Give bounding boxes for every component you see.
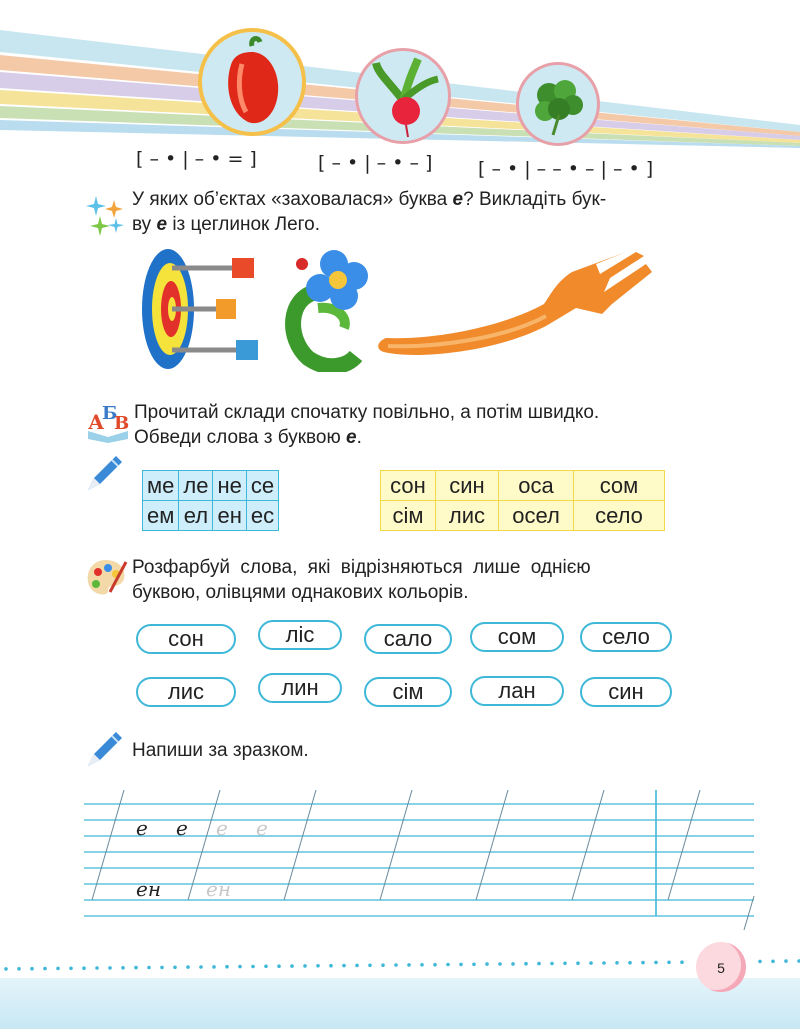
svg-text:В: В [114,413,130,434]
footer-dot [667,961,671,965]
flower-image [278,248,374,372]
footer-dot [550,962,554,966]
footer-dot [394,963,398,967]
footer-dot [43,967,47,971]
syllable-cell[interactable]: ем [143,501,179,531]
footer-dot [251,965,255,969]
footer-dot [82,966,86,970]
footer-dot [238,965,242,969]
footer-dot [537,962,541,966]
footer-dot [342,964,346,968]
word-pill[interactable]: син [580,677,672,707]
footer-dot [69,967,73,971]
footer-dot [108,966,112,970]
pepper-picture [198,28,306,136]
footer-dot [446,963,450,967]
page-number: 5 [696,942,746,992]
word-pill[interactable]: сом [470,622,564,652]
parsley-picture [516,62,600,146]
syllables-blue-table [142,470,279,531]
fork-image [376,252,666,370]
footer-dot [225,965,229,969]
footer-band [0,978,800,1029]
script-sample: ен [136,877,162,901]
svg-text:Б: Б [102,403,118,424]
pepper-icon [202,32,302,132]
task3-text: Розфарбуй слова, які відрізняються лише однією буквою, олівцями однакових кольорів. [132,557,591,603]
syllable-cell[interactable]: ле [179,471,213,501]
footer-dot [303,964,307,968]
footer-dot [680,960,684,964]
footer-dot [95,966,99,970]
word-pill[interactable]: лин [258,673,342,703]
footer-dot [290,964,294,968]
footer-dot [615,961,619,965]
sound-schema-radish: [ – • | – • – ] [318,152,433,174]
footer-dot [641,961,645,965]
footer-dot [589,961,593,965]
pen-icon [84,454,124,494]
script-trace: е [216,816,228,840]
footer-dot [485,962,489,966]
word-pill[interactable]: лис [136,677,236,707]
footer-dot [212,965,216,969]
writing-lines[interactable] [84,790,764,930]
word-pill[interactable]: сон [136,624,236,654]
script-sample: е [136,816,148,840]
word-cell[interactable]: село [574,501,665,531]
footer-dot [576,961,580,965]
footer-dot [602,961,606,965]
word-pill[interactable]: село [580,622,672,652]
footer-dot [264,965,268,969]
footer-dot [17,967,21,971]
task2-text: Прочитай склади спочатку повільно, а потім швидко. Обведи слова з буквою е. [134,402,600,448]
footer-dot [134,966,138,970]
sound-schema-parsley: [ – • | – – • – | – • ] [478,158,654,180]
footer-dot [121,966,125,970]
footer-dot [628,961,632,965]
footer-dot [355,964,359,968]
script-sample: е [176,816,188,840]
word-cell[interactable]: оса [499,471,574,501]
footer-dot [56,967,60,971]
word-pill[interactable]: ліс [258,620,342,650]
word-cell[interactable]: лис [436,501,499,531]
radish-picture [355,48,451,144]
footer-dot [4,967,8,971]
footer-dot [498,962,502,966]
word-cell[interactable]: сон [381,471,436,501]
sound-schema-pepper: [ – • | – • = ] [136,148,257,170]
footer-dot [381,963,385,967]
syllable-cell[interactable]: ен [213,501,246,531]
footer-dot [316,964,320,968]
task1-letter: е [452,189,464,210]
words-yellow-table [380,470,665,531]
footer-dot [459,963,463,967]
word-cell[interactable]: сом [574,471,665,501]
word-pill[interactable]: сім [364,677,452,707]
word-cell[interactable]: осел [499,501,574,531]
footer-dot [472,963,476,967]
footer-dot [368,964,372,968]
syllable-cell[interactable]: не [213,471,246,501]
target-image [136,246,282,372]
footer-dot [160,966,164,970]
syllable-cell[interactable]: ел [179,501,213,531]
abc-book-icon [86,399,130,443]
footer-dot [784,959,788,963]
footer-dot [524,962,528,966]
footer-dot [30,967,34,971]
footer-dot [654,961,658,965]
radish-icon [358,51,448,141]
word-cell[interactable]: сім [381,501,436,531]
syllable-cell[interactable]: се [246,471,278,501]
footer-dot [173,966,177,970]
script-trace: ен [206,877,232,901]
footer-dot [277,964,281,968]
syllable-cell[interactable]: ес [246,501,278,531]
script-trace: е [256,816,268,840]
footer-dot [329,964,333,968]
footer-dot [199,965,203,969]
footer-dot [420,963,424,967]
footer-dot [758,960,762,964]
stars-icon [84,194,128,238]
word-cell[interactable]: син [436,471,499,501]
footer-dot [186,965,190,969]
syllable-cell[interactable]: ме [143,471,179,501]
task4-text: Напиши за зразком. [132,740,309,761]
footer-dot [563,962,567,966]
parsley-icon [519,65,597,143]
palette-icon [84,556,128,600]
footer-dot [771,960,775,964]
footer-dot [407,963,411,967]
footer-dot [433,963,437,967]
footer-dot [147,966,151,970]
task1-text: У яких об’єктах «заховалася» буква е? Викладіть бук- ву е із цеглинок Лего. [132,189,607,235]
svg-text:А: А [88,410,105,434]
dotted-line [0,955,800,975]
word-pill[interactable]: лан [470,676,564,706]
footer-dot [511,962,515,966]
pen-icon [84,730,124,770]
word-pill[interactable]: сало [364,624,452,654]
